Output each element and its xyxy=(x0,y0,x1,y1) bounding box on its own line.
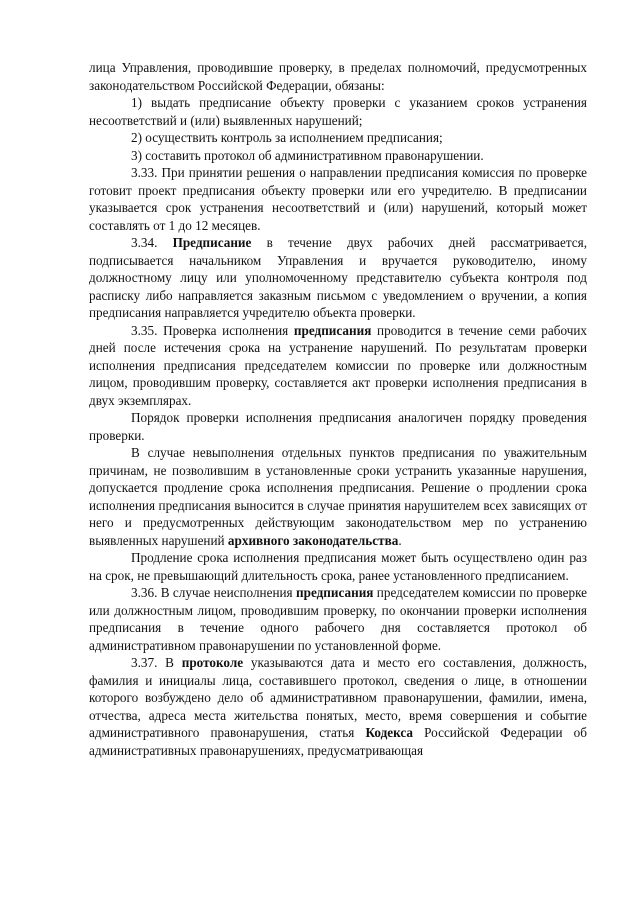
paragraph-3-34 xyxy=(89,234,587,322)
bold-term: протоколе xyxy=(181,655,244,670)
text-run: проводится в течение семи рабочих дней после истечения срока на устранение нарушений. По результатам проверки исполнения предписания председателем комиссии по проверке или должностным лицом, проводившим проверку, составляется акт проверки исполнения предписания в двух экземплярах. xyxy=(89,322,587,408)
paragraph-extension: Продление срока исполнения предписания может быть осуществлено один раз на срок, не превышающий длительность срока, ранее установленного предписанием. xyxy=(89,550,587,583)
paragraph-item-3: 3) составить протокол об административном правонарушении. xyxy=(131,147,484,163)
paragraph-nonfulfillment xyxy=(89,444,587,549)
document-page xyxy=(89,59,587,759)
paragraph-3-33: 3.33. При принятии решения о направлении предписания комиссия по проверке готовит проект предписания объекту проверки или его учредителю. В предписании указывается срок устранения несоответствий и (или) нарушений, который может составлять от 1 до 12 месяцев. xyxy=(89,165,587,233)
bold-term: архивного законодательства xyxy=(227,532,399,548)
text-run: указываются дата и место его составления, должность, фамилия и инициалы лица, составившего протокол, сведения о лице, в отношении которого возбуждено дело об административном правонарушении, фамилии, имена, отчества, адреса места жительства понятых, место, время совершения и событие административного правонарушения, статья xyxy=(89,655,587,740)
text-run: 3.36. В случае неисполнения xyxy=(131,585,297,600)
paragraph-intro: лица Управления, проводившие проверку, в пределах полномочий, предусмотренных законодательством Российской Федерации, обязаны: xyxy=(89,60,587,93)
text-run: . xyxy=(398,532,402,548)
paragraph-3-36 xyxy=(89,584,587,654)
paragraph-procedure: Порядок проверки исполнения предписания аналогичен порядку проведения проверки. xyxy=(89,410,587,443)
text-run: 3.34. xyxy=(131,235,173,250)
bold-term: предписания xyxy=(296,585,374,600)
bold-term: Кодекса xyxy=(365,725,414,740)
paragraph-item-1: 1) выдать предписание объекту проверки с указанием сроков устранения несоответствий и (или) выявленных нарушений; xyxy=(89,95,587,128)
text-run: 3.37. В xyxy=(131,655,182,670)
paragraph-item-2: 2) осуществить контроль за исполнением предписания; xyxy=(131,130,443,145)
text-run: В случае невыполнения отдельных пунктов предписания по уважительным причинам, не позволившим в установленные сроки устранить указанные нарушения, допускается продление срока исполнения предписания. Решение о продлении срока исполнения предписания выносится в случае принятия нарушителем всех зависящих от него и предусмотренных действующим законодательством мер по устранению выявленных нарушений xyxy=(89,445,587,548)
text-run: в течение двух рабочих дней рассматривается, подписывается начальником Управления и вручается руководителю, иному должностному лицу или уполномоченному представителю субъекта контроля под расписку либо направляется заказным письмом с уведомлением о вручении, а копия предписания направляется учредителю объекта проверки. xyxy=(89,235,587,320)
paragraph-3-35 xyxy=(89,322,587,410)
text-run: 3.35. Проверка исполнения xyxy=(131,322,294,338)
text-run: председателем комиссии по проверке или должностным лицом, проводившим проверку, по окончании проверки исполнения предписания в течение одного рабочего дня составляется протокол об административном правонарушении по установленной форме. xyxy=(89,585,588,653)
bold-term: предписания xyxy=(293,322,372,338)
bold-term: Предписание xyxy=(172,235,252,250)
text-run: Российской Федерации об административных правонарушениях, предусматривающая xyxy=(89,725,587,758)
paragraph-3-37 xyxy=(89,654,587,759)
